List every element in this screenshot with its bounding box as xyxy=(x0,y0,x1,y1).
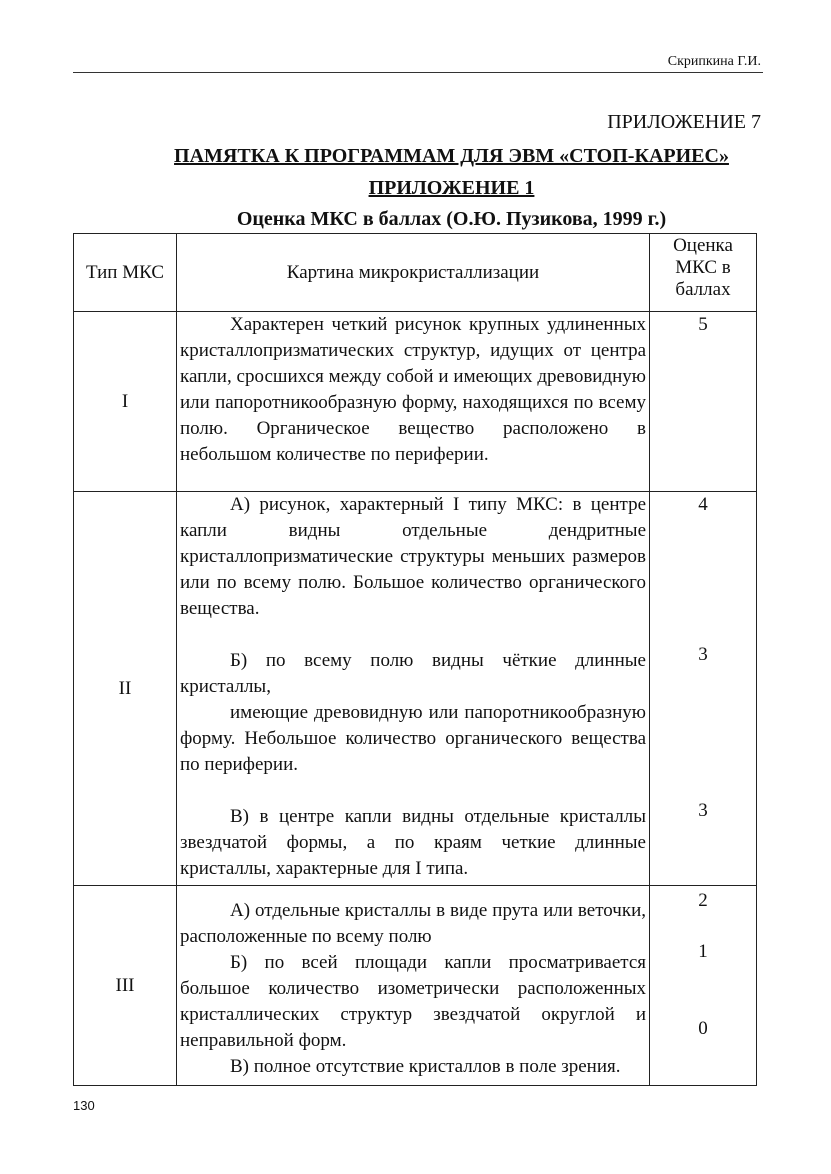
description-paragraph: В) в центре капли видны отдельные кристаллы звездчатой формы, а по краям четкие длинные кристаллы, характерные для I типа. xyxy=(180,806,646,879)
main-title: ПАМЯТКА К ПРОГРАММАМ ДЛЯ ЭВМ «СТОП-КАРИЕС» xyxy=(174,145,729,167)
table-row-type-1 xyxy=(74,312,757,492)
description-paragraph: Б) по всему полю видны чёткие длинные кристаллы, xyxy=(180,650,646,697)
header-description: Картина микрокристаллизации xyxy=(177,234,650,312)
type-cell: II xyxy=(74,492,177,886)
type-cell: III xyxy=(74,886,177,1086)
table-header-row xyxy=(74,234,757,312)
running-head: Скрипкина Г.И. xyxy=(667,54,761,69)
description-paragraph: Характерен четкий рисунок крупных удлиненных кристаллопризматических структур, идущих от центра капли, сросшихся между собой и имеющих древовидную или папоротникообразную форму, находящихся по всему полю. Органическое вещество расположено в небольшом количестве по периферии. xyxy=(180,314,646,465)
table-row-type-3 xyxy=(74,886,757,1086)
score-value: 4 xyxy=(698,494,708,515)
score-value: 3 xyxy=(698,644,708,665)
score-cell xyxy=(650,312,757,492)
header-type: Тип МКС xyxy=(74,234,177,312)
score-value: 0 xyxy=(698,1018,708,1039)
description-paragraph: А) рисунок, характерный I типу МКС: в центре капли видны отдельные дендритные кристаллопризматические структуры меньших размеров или по всему полю. Большое количество органического вещества. xyxy=(180,494,646,619)
sub-title: ПРИЛОЖЕНИЕ 1 xyxy=(368,177,535,199)
type-cell: I xyxy=(74,312,177,492)
score-value: 5 xyxy=(698,314,708,335)
score-value: 3 xyxy=(698,800,708,821)
score-cell xyxy=(650,492,757,886)
page-number: 130 xyxy=(73,1098,95,1113)
description-paragraph: В) полное отсутствие кристаллов в поле зрения. xyxy=(230,1056,621,1077)
score-cell xyxy=(650,886,757,1086)
description-paragraph: Б) по всей площади капли просматривается большое количество изометрически расположенных кристаллических структур звездчатой округлой и неправильной форм. xyxy=(180,952,646,1051)
appendix-number: ПРИЛОЖЕНИЕ 7 xyxy=(607,111,761,133)
description-cell xyxy=(177,312,650,492)
mks-score-table xyxy=(73,233,757,1086)
description-paragraph: имеющие древовидную или папоротникообразную форму. Небольшое количество органического вещества по периферии. xyxy=(180,702,646,775)
header-score-text: Оценка МКС в баллах xyxy=(673,234,733,300)
table-caption: Оценка МКС в баллах (О.Ю. Пузикова, 1999 г.) xyxy=(236,208,667,230)
table-row-type-2 xyxy=(74,492,757,886)
description-cell xyxy=(177,492,650,886)
score-value: 2 xyxy=(698,890,708,911)
description-paragraph: А) отдельные кристаллы в виде прута или веточки, расположенные по всему полю xyxy=(180,900,646,947)
header-score xyxy=(650,234,757,312)
description-cell xyxy=(177,886,650,1086)
header-rule xyxy=(73,72,763,73)
score-value: 1 xyxy=(698,941,708,962)
